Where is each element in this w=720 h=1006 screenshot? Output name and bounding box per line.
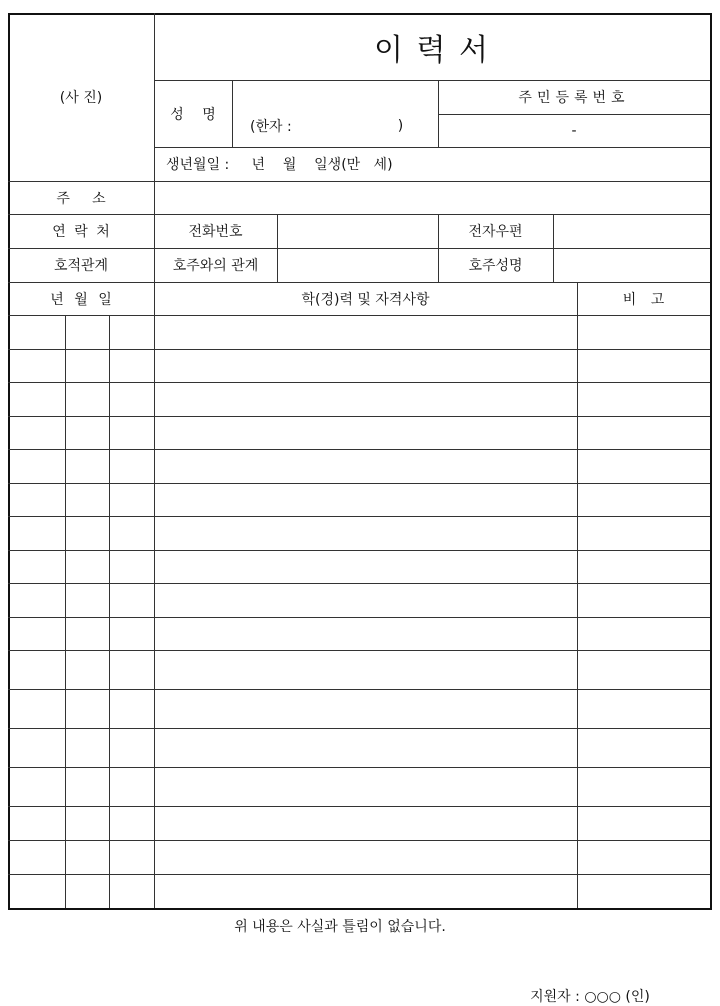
birth-date-field[interactable]: 생년월일 : 년 월 일생(만 세) bbox=[166, 157, 393, 173]
applicant-signature: 지원자 : ○○○ (인) bbox=[530, 989, 650, 1005]
address-field[interactable] bbox=[155, 182, 710, 214]
resident-id-label: 주민등록번호 bbox=[518, 90, 630, 106]
address-label: 주 소 bbox=[56, 190, 106, 207]
relation-field[interactable] bbox=[278, 249, 438, 282]
hanja-field[interactable] bbox=[232, 110, 438, 142]
family-label: 호적관계 bbox=[53, 258, 109, 274]
remarks-header: 비 고 bbox=[622, 291, 665, 308]
relation-label: 호주와의 관계 bbox=[172, 258, 259, 274]
form-title: 이 력 서 bbox=[373, 32, 490, 68]
form-border-right bbox=[710, 13, 712, 910]
history-header: 학(경)력 및 자격사항 bbox=[301, 291, 430, 308]
phone-field[interactable] bbox=[278, 215, 438, 248]
resident-id-field[interactable]: - bbox=[571, 122, 577, 139]
date-header: 년 월 일 bbox=[50, 291, 112, 308]
hanja-label: (한자 : bbox=[250, 119, 292, 135]
photo-placeholder[interactable]: (사 진) bbox=[59, 90, 103, 106]
name-label: 성 명 bbox=[170, 106, 216, 123]
phone-label: 전화번호 bbox=[188, 224, 243, 240]
email-label: 전자우편 bbox=[468, 224, 523, 240]
email-field[interactable] bbox=[554, 215, 710, 248]
history-table-body[interactable] bbox=[10, 316, 710, 908]
hanja-close: ) bbox=[397, 118, 404, 134]
contact-label: 연 락 처 bbox=[52, 224, 110, 240]
head-name-label: 호주성명 bbox=[468, 258, 523, 274]
head-name-field[interactable] bbox=[554, 249, 710, 282]
form-border-bottom bbox=[8, 908, 712, 910]
statement-text: 위 내용은 사실과 틀림이 없습니다. bbox=[234, 919, 446, 935]
